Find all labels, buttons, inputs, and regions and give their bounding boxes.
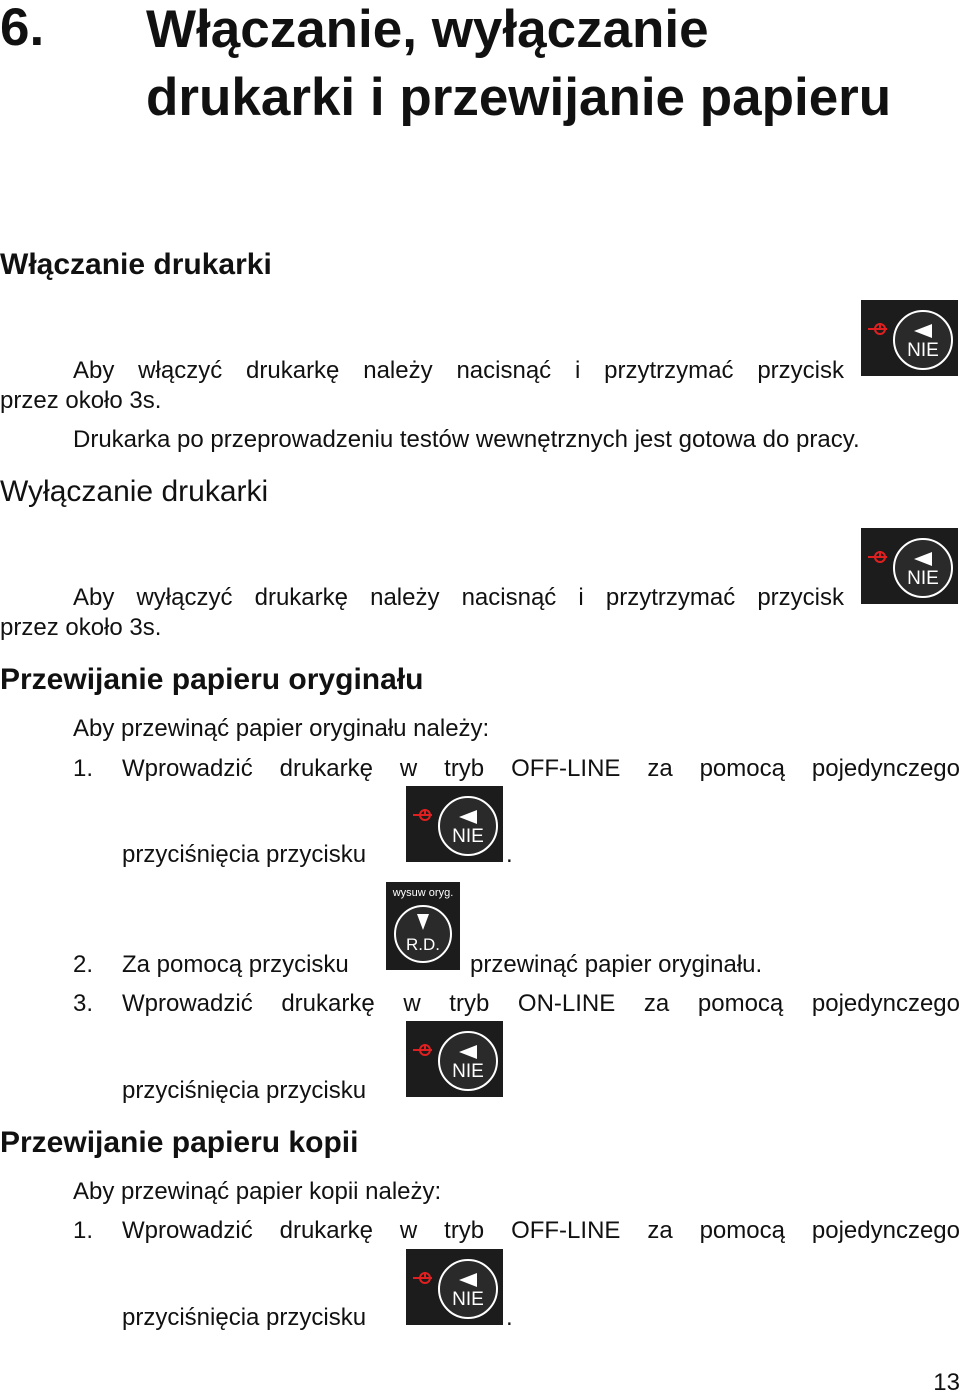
page-number: 13 [933, 1369, 960, 1396]
rd-button-icon [386, 882, 460, 970]
nie-button-label: NIE [907, 340, 939, 361]
nie-button-icon [406, 1249, 503, 1325]
power-on-line1: Aby włączyć drukarkę należy nacisnąć i przytrzymać przycisk [73, 357, 844, 384]
nie-button-label: NIE [452, 826, 484, 847]
nie-button-label: NIE [907, 568, 939, 589]
nie-button-icon [406, 1021, 503, 1097]
feed-copy-step1-continuation: przyciśnięcia przycisku [122, 1304, 367, 1331]
nie-button-icon [406, 786, 503, 862]
feed-original-step2-number: 2. [73, 951, 94, 978]
nie-button-label: NIE [452, 1289, 484, 1310]
chapter-number: 6. [0, 0, 45, 57]
feed-original-step2-text: Za pomocą przycisku [122, 951, 349, 978]
power-off-line1: Aby wyłączyć drukarkę należy nacisnąć i przytrzymać przycisk [73, 584, 844, 611]
section-heading-power-off: Wyłączanie drukarki [0, 475, 269, 508]
feed-original-step1-continuation: przyciśnięcia przycisku [122, 841, 367, 868]
feed-copy-step1-text: Wprowadzić drukarkę w tryb OFF-LINE za pomocą pojedynczego [122, 1217, 960, 1244]
feed-copy-step1-number: 1. [73, 1217, 94, 1244]
section-heading-power-on: Włączanie drukarki [0, 248, 272, 281]
nie-button-label: NIE [452, 1061, 484, 1082]
feed-original-step3-text: Wprowadzić drukarkę w tryb ON-LINE za pomocą pojedynczego [122, 990, 960, 1017]
feed-copy-intro: Aby przewinąć papier kopii należy: [73, 1178, 442, 1205]
nie-button-icon [861, 528, 958, 604]
nie-button-icon [861, 300, 958, 376]
feed-original-step1-text: Wprowadzić drukarkę w tryb OFF-LINE za pomocą pojedynczego [122, 755, 960, 782]
feed-original-step3-number: 3. [73, 990, 94, 1017]
section-heading-feed-original: Przewijanie papieru oryginału [0, 663, 424, 696]
feed-copy-step1-period: . [506, 1304, 513, 1331]
feed-original-intro: Aby przewinąć papier oryginału należy: [73, 715, 490, 742]
feed-original-step1-period: . [506, 841, 513, 868]
power-on-line3: Drukarka po przeprowadzeniu testów wewnętrznych jest gotowa do pracy. [73, 426, 860, 453]
chapter-title: Włączanie, wyłączanie drukarki i przewijanie papieru [146, 0, 892, 127]
feed-original-step3-continuation: przyciśnięcia przycisku [122, 1077, 367, 1104]
rd-button-label: R.D. [406, 935, 440, 954]
rd-button-caption: wysuw oryg. [392, 887, 454, 899]
power-off-line2: przez około 3s. [0, 614, 162, 641]
feed-original-step2-end: przewinąć papier oryginału. [470, 951, 763, 978]
section-heading-feed-copy: Przewijanie papieru kopii [0, 1126, 359, 1159]
power-on-line2: przez około 3s. [0, 387, 162, 414]
feed-original-step1-number: 1. [73, 755, 94, 782]
